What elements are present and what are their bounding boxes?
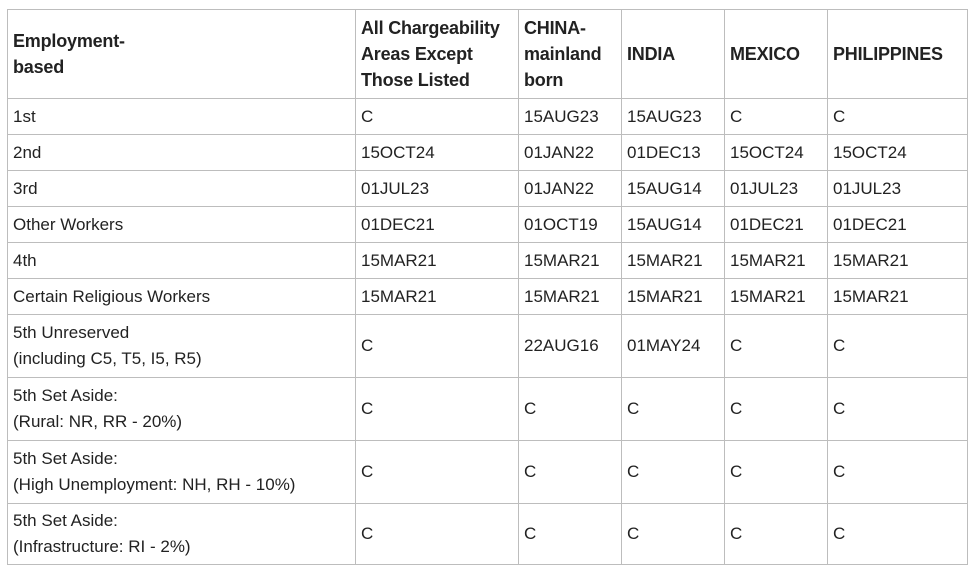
table-body <box>8 99 968 565</box>
header-all-chargeability <box>356 10 519 99</box>
row-label-line: 5th Set Aside: <box>13 386 118 405</box>
header-philippines <box>828 10 968 99</box>
date-cell: 15MAR21 <box>356 279 519 315</box>
header-line: CHINA- <box>524 18 586 38</box>
date-cell: C <box>519 441 622 504</box>
date-cell: 15MAR21 <box>828 279 968 315</box>
date-cell: C <box>725 99 828 135</box>
date-cell: C <box>725 441 828 504</box>
date-cell: 22AUG16 <box>519 315 622 378</box>
row-label <box>8 135 356 171</box>
date-cell: C <box>356 315 519 378</box>
row-label-line: 5th Set Aside: <box>13 511 118 530</box>
date-cell: 15MAR21 <box>622 279 725 315</box>
date-cell: C <box>622 504 725 565</box>
date-cell: C <box>828 441 968 504</box>
date-cell: 01JUL23 <box>725 171 828 207</box>
date-cell: 01DEC21 <box>828 207 968 243</box>
date-cell: 15MAR21 <box>725 243 828 279</box>
row-label <box>8 378 356 441</box>
date-cell: 15OCT24 <box>356 135 519 171</box>
row-label-line: 5th Set Aside: <box>13 449 118 468</box>
table-row <box>8 315 968 378</box>
header-line: MEXICO <box>730 44 800 64</box>
date-cell: 15AUG23 <box>519 99 622 135</box>
header-china <box>519 10 622 99</box>
header-line: Employment- <box>13 31 125 51</box>
date-cell: 15MAR21 <box>519 279 622 315</box>
date-cell: 15MAR21 <box>519 243 622 279</box>
date-cell: C <box>356 441 519 504</box>
table-row <box>8 135 968 171</box>
date-cell: C <box>828 315 968 378</box>
header-employment-based <box>8 10 356 99</box>
header-line: PHILIPPINES <box>833 44 943 64</box>
date-cell: C <box>519 504 622 565</box>
table-row <box>8 207 968 243</box>
date-cell: 01JAN22 <box>519 171 622 207</box>
header-india <box>622 10 725 99</box>
table-row <box>8 243 968 279</box>
header-line: based <box>13 57 65 77</box>
date-cell: 01JUL23 <box>828 171 968 207</box>
date-cell: C <box>356 378 519 441</box>
row-label <box>8 171 356 207</box>
row-label-line: 2nd <box>13 142 42 162</box>
date-cell: C <box>828 378 968 441</box>
table-header-row <box>8 10 968 99</box>
header-mexico <box>725 10 828 99</box>
date-cell: C <box>356 504 519 565</box>
date-cell: C <box>725 315 828 378</box>
visa-bulletin-table <box>7 9 968 565</box>
date-cell: C <box>622 441 725 504</box>
date-cell: 01JUL23 <box>356 171 519 207</box>
row-label <box>8 504 356 565</box>
table-container <box>7 9 968 565</box>
date-cell: 01DEC21 <box>356 207 519 243</box>
date-cell: 15MAR21 <box>828 243 968 279</box>
row-label-line: (Rural: NR, RR - 20%) <box>13 412 183 431</box>
date-cell: 01JAN22 <box>519 135 622 171</box>
date-cell: 15AUG14 <box>622 207 725 243</box>
table-row <box>8 441 968 504</box>
date-cell: C <box>828 99 968 135</box>
date-cell: 15MAR21 <box>725 279 828 315</box>
date-cell: 15MAR21 <box>356 243 519 279</box>
row-label <box>8 243 356 279</box>
date-cell: C <box>356 99 519 135</box>
row-label-line: (High Unemployment: NH, RH - 10%) <box>13 475 296 494</box>
row-label-line: 3rd <box>13 178 38 198</box>
date-cell: 15OCT24 <box>725 135 828 171</box>
row-label-line: Certain Religious Workers <box>13 286 211 306</box>
row-label <box>8 99 356 135</box>
header-line: INDIA <box>627 44 675 64</box>
date-cell: C <box>828 504 968 565</box>
date-cell: C <box>519 378 622 441</box>
row-label <box>8 441 356 504</box>
date-cell: 01DEC13 <box>622 135 725 171</box>
date-cell: 15OCT24 <box>828 135 968 171</box>
row-label-line: 5th Unreserved <box>13 323 130 342</box>
date-cell: C <box>622 378 725 441</box>
table-row <box>8 378 968 441</box>
date-cell: C <box>725 378 828 441</box>
table-row <box>8 504 968 565</box>
date-cell: 01OCT19 <box>519 207 622 243</box>
row-label <box>8 207 356 243</box>
row-label <box>8 315 356 378</box>
table-row <box>8 171 968 207</box>
header-line: All Chargeability <box>361 18 500 38</box>
header-line: Those Listed <box>361 70 470 90</box>
date-cell: 15AUG14 <box>622 171 725 207</box>
date-cell: 01MAY24 <box>622 315 725 378</box>
date-cell: C <box>725 504 828 565</box>
row-label-line: 1st <box>13 106 36 126</box>
header-line: born <box>524 70 564 90</box>
row-label-line: 4th <box>13 250 37 270</box>
header-line: Areas Except <box>361 44 473 64</box>
date-cell: 01DEC21 <box>725 207 828 243</box>
header-line: mainland <box>524 44 602 64</box>
table-row <box>8 99 968 135</box>
date-cell: 15AUG23 <box>622 99 725 135</box>
row-label-line: Other Workers <box>13 214 124 234</box>
table-row <box>8 279 968 315</box>
date-cell: 15MAR21 <box>622 243 725 279</box>
row-label <box>8 279 356 315</box>
row-label-line: (including C5, T5, I5, R5) <box>13 349 202 368</box>
row-label-line: (Infrastructure: RI - 2%) <box>13 537 191 556</box>
